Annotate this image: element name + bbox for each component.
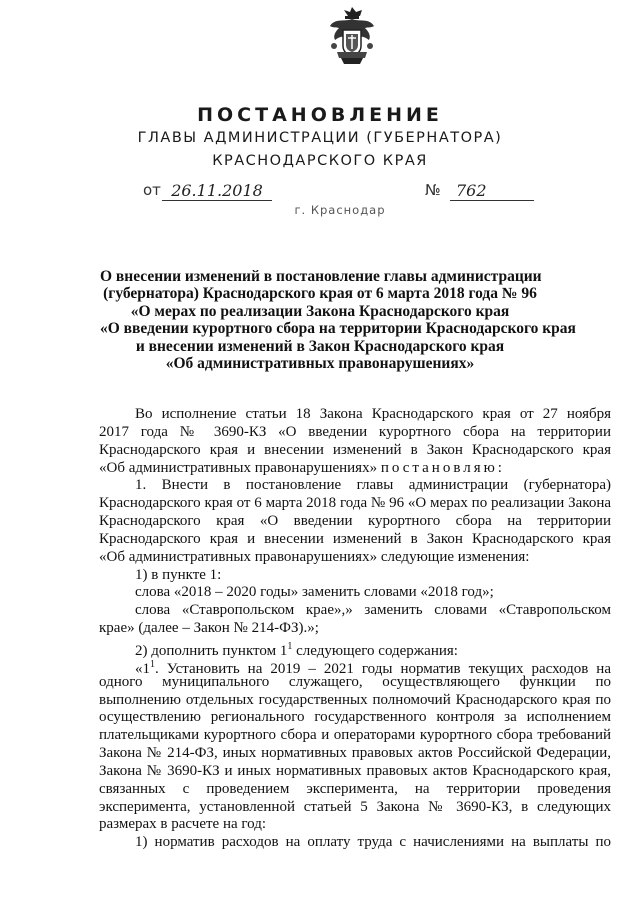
coat-of-arms-icon xyxy=(327,6,377,66)
document-date: 26.11.2018 xyxy=(162,181,272,201)
document-body xyxy=(99,406,611,852)
body-line: Во исполнение статьи 18 Закона Краснодарского края от 27 ноября xyxy=(135,406,611,422)
document-number: 762 xyxy=(450,181,534,201)
body-line: Краснодарского края от 6 марта 2018 года № 96 «О мерах по реализации Закона xyxy=(99,495,611,512)
number-label: № xyxy=(425,181,441,199)
quote-line: размерах в расчете на год: xyxy=(99,816,267,833)
body-text: «Об административных правонарушениях» xyxy=(99,459,378,476)
quote-line: Закона № 3690-КЗ и иных нормативных правовых актов Краснодарского края, xyxy=(99,762,611,779)
body-text: 2) дополнить пунктом 1 xyxy=(135,642,288,659)
superscript: 1 xyxy=(287,640,293,652)
sub-item: крае» (далее – Закон № 214-ФЗ).»; xyxy=(99,620,319,637)
quote-line: плательщиками курортного сбора и операторами курортного сбора требований xyxy=(99,727,611,744)
body-text: «1 xyxy=(135,660,150,677)
quote-line: Закона № 214-ФЗ, иных нормативных правовых актов Российской Федерации, xyxy=(99,745,611,762)
title-line: О внесении изменений в постановление главы администрации xyxy=(100,268,542,285)
title-line: (губернатора) Краснодарского края от 6 марта 2018 года № 96 xyxy=(103,285,537,303)
body-line: Краснодарского края и внесении изменений в Закон Краснодарского края xyxy=(99,530,611,547)
body-line: Краснодарского края «О введении курортного сбора на территории xyxy=(99,513,611,530)
body-line: Краснодарского края и внесении изменений в Закон Краснодарского края xyxy=(99,441,611,458)
quote-line: осуществлению регионального государственного контроля за исполнением xyxy=(99,709,611,726)
body-line: «Об административных правонарушениях» следующие изменения: xyxy=(99,548,530,565)
body-line: 2017 года № 3690-КЗ «О введении курортного сбора на территории xyxy=(99,423,611,440)
superscript: 1 xyxy=(150,658,155,670)
sub-item: слова «2018 – 2020 годы» заменить словами «2018 год»; xyxy=(135,584,494,601)
title-line: «О введении курортного сбора на территории Краснодарского края xyxy=(100,320,576,338)
date-label: от xyxy=(143,181,161,199)
quote-line: одного муниципального служащего, осуществляющего функции по xyxy=(99,673,611,690)
document-type-heading: ПОСТАНОВЛЕНИЕ xyxy=(197,104,443,126)
title-line: «Об административных правонарушениях» xyxy=(165,355,475,373)
quote-line: выполнению отдельных государственных полномочий Краснодарского края по xyxy=(99,691,611,708)
sub-item: слова «Ставропольском крае»,» заменить словами «Ставропольском xyxy=(135,602,611,619)
quote-line: эксперимента, установленной статьей 5 Закона № 3690-КЗ, в следующих xyxy=(99,798,611,815)
issuer-heading: ГЛАВЫ АДМИНИСТРАЦИИ (ГУБЕРНАТОРА) xyxy=(137,130,503,146)
sub-item: 1) в пункте 1: xyxy=(135,566,222,583)
sub-item xyxy=(99,638,611,659)
document-title xyxy=(100,268,576,373)
body-text: следующего содержания: xyxy=(292,642,458,659)
sub-item: 1) норматив расходов на оплату труда с начислениями на выплаты по xyxy=(135,834,611,851)
title-line: «О мерах по реализации Закона Краснодарского края xyxy=(130,302,510,320)
quote-line: связанных с проведением эксперимента, на территории проведения xyxy=(99,780,611,797)
body-line: 1. Внести в постановление главы администрации (губернатора) xyxy=(135,477,611,494)
resolution-word: постановляю: xyxy=(380,459,505,476)
city-label: г. Краснодар xyxy=(294,203,386,217)
title-line: и внесении изменений в Закон Краснодарского края xyxy=(135,337,505,355)
body-line xyxy=(99,460,611,478)
region-heading: КРАСНОДАРСКОГО КРАЯ xyxy=(212,153,428,169)
body-text: . Установить на 2019 – 2021 годы норматив текущих расходов на xyxy=(155,660,611,677)
quote-line xyxy=(99,656,611,677)
